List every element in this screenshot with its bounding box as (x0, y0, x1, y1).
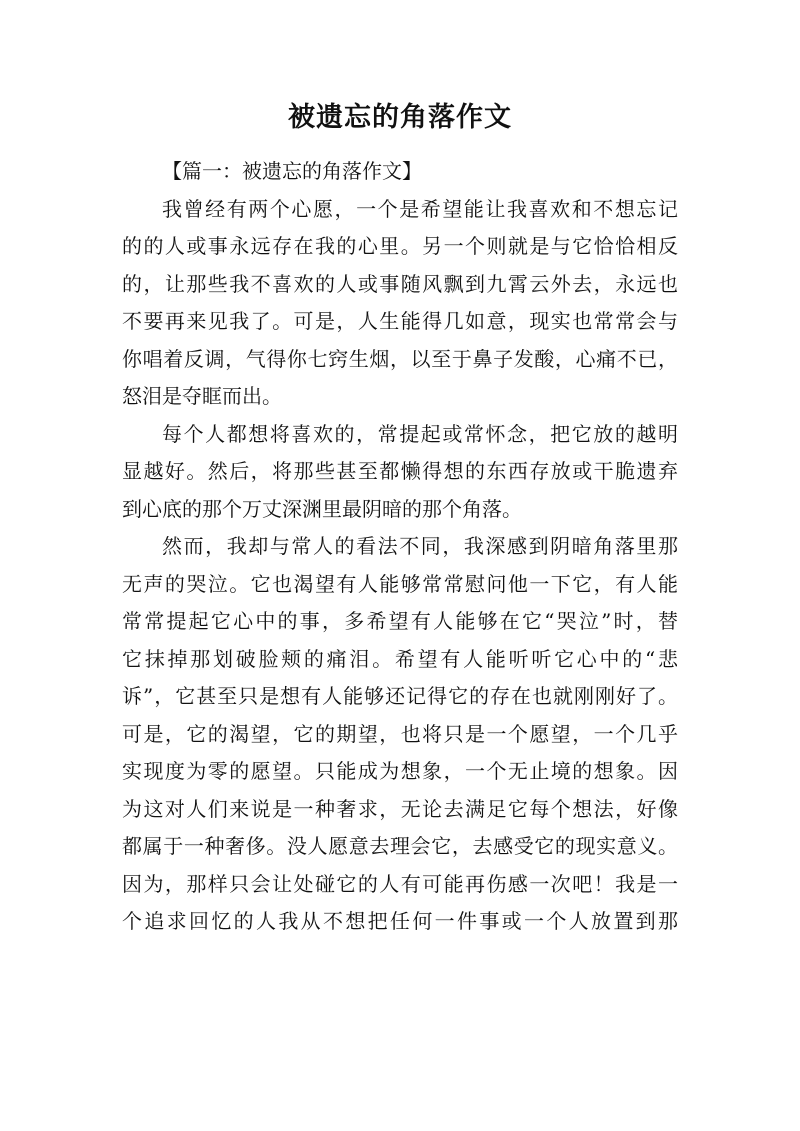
section-heading: 【篇一：被遗忘的角落作文】 (162, 159, 422, 183)
paragraph-line: 常常提起它心中的事，多希望有人能够在它“哭泣”时，替 (122, 609, 678, 633)
paragraph-line: 因为，那样只会让处碰它的人有可能再伤感一次吧！我是一 (122, 871, 678, 896)
paragraph-line: 诉”，它甚至只是想有人能够还记得它的存在也就刚刚好了。 (122, 684, 678, 708)
document-title: 被遗忘的角落作文 (288, 102, 512, 133)
paragraph-line: 我曾经有两个心愿，一个是希望能让我喜欢和不想忘记 (162, 196, 678, 221)
paragraph-line: 到心底的那个万丈深渊里最阴暗的那个角落。 (122, 496, 522, 521)
paragraph-line: 为这对人们来说是一种奢求，无论去满足它每个想法，好像 (122, 796, 678, 821)
paragraph-line: 显越好。然后，将那些甚至都懒得想的东西存放或干脆遗弃 (122, 459, 678, 483)
paragraph-line: 可是，它的渴望，它的期望，也将只是一个愿望，一个几乎 (122, 721, 678, 746)
paragraph-line: 实现度为零的愿望。只能成为想象，一个无止境的想象。因 (122, 759, 678, 783)
paragraph-line: 怒泪是夺眶而出。 (122, 384, 282, 408)
paragraph-line: 不要再来见我了。可是，人生能得几如意，现实也常常会与 (122, 309, 678, 333)
paragraph-line: 然而，我却与常人的看法不同，我深感到阴暗角落里那 (162, 534, 678, 558)
paragraph-line: 都属于一种奢侈。没人愿意去理会它，去感受它的现实意义。 (122, 834, 678, 858)
paragraph-line: 它抹掉那划破脸颊的痛泪。希望有人能听听它心中的“悲 (122, 646, 678, 671)
paragraph-3 (122, 528, 678, 941)
paragraph-line: 你唱着反调，气得你七窍生烟，以至于鼻子发酸，心痛不已， (122, 346, 678, 371)
paragraph-2 (122, 416, 678, 529)
paragraph-line: 每个人都想将喜欢的，常提起或常怀念，把它放的越明 (162, 421, 678, 446)
paragraph-line: 个追求回忆的人我从不想把任何一件事或一个人放置到那 (122, 909, 678, 933)
paragraph-line: 的，让那些我不喜欢的人或事随风飘到九霄云外去，永远也 (122, 271, 678, 296)
paragraph-line: 的的人或事永远存在我的心里。另一个则就是与它恰恰相反 (122, 234, 678, 258)
paragraph-1 (122, 191, 678, 416)
document-body (122, 153, 678, 941)
paragraph-line: 无声的哭泣。它也渴望有人能够常常慰问他一下它，有人能 (122, 571, 678, 596)
